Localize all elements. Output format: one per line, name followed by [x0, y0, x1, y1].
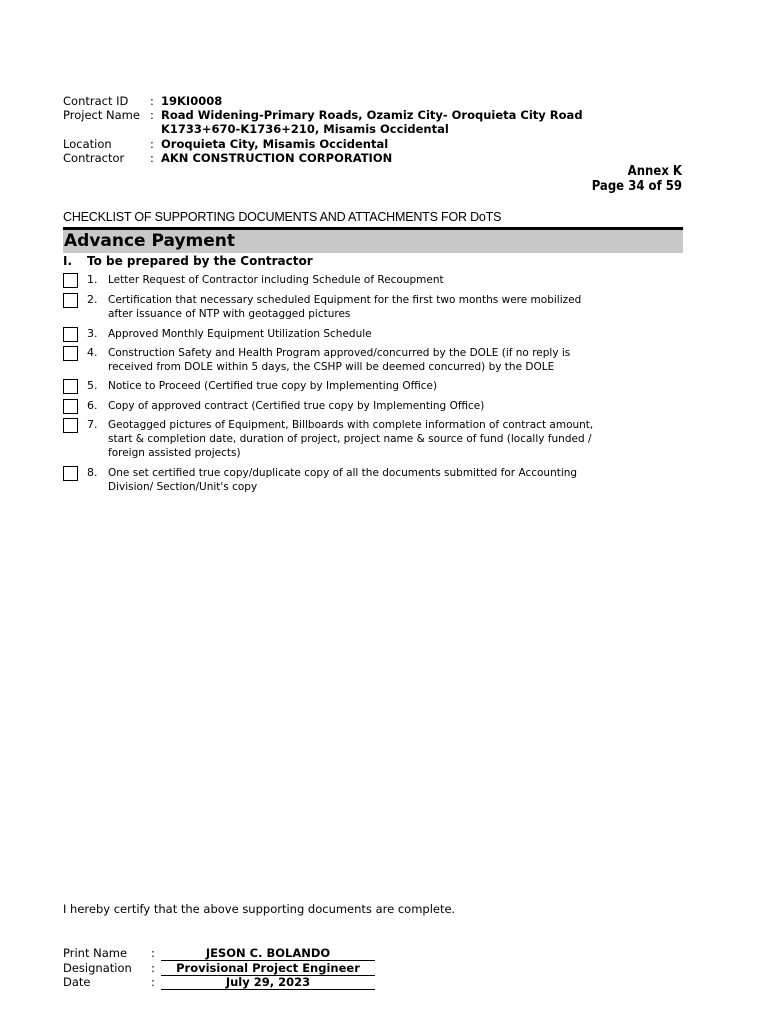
checkbox[interactable] — [63, 293, 78, 308]
item-text: Approved Monthly Equipment Utilization Schedule — [108, 328, 372, 340]
checklist-title: CHECKLIST OF SUPPORTING DOCUMENTS AND ATTACHMENTS FOR DoTS — [63, 210, 502, 224]
checkbox[interactable] — [63, 399, 78, 414]
item-number: 4. — [87, 346, 98, 359]
item-number: 3. — [87, 327, 98, 340]
designation-value: Provisional Project Engineer — [161, 961, 375, 976]
checkbox[interactable] — [63, 273, 78, 288]
item-number: 8. — [87, 466, 98, 479]
subsection-title: To be prepared by the Contractor — [87, 254, 313, 268]
colon: : — [150, 108, 154, 122]
item-number: 7. — [87, 418, 98, 431]
annex-title: Annex K — [627, 164, 682, 179]
checkbox[interactable] — [63, 379, 78, 394]
print-name-value: JESON C. BOLANDO — [161, 946, 375, 961]
location-value: Oroquieta City, Misamis Occidental — [161, 137, 389, 151]
checkbox[interactable] — [63, 418, 78, 433]
colon: : — [150, 137, 154, 151]
project-name-value-line2: K1733+670-K1736+210, Misamis Occidental — [161, 122, 449, 136]
print-name-label: Print Name — [63, 946, 128, 960]
project-name-value: Road Widening-Primary Roads, Ozamiz City- Oroquieta City Road — [161, 108, 583, 122]
section-header — [63, 227, 683, 253]
certification-statement: I hereby certify that the above supporting documents are complete. — [63, 902, 456, 916]
item-text: Certification that necessary scheduled Equipment for the first two months were mobilized after issuance of NTP with geotagged pictures — [108, 294, 582, 320]
page-number: Page 34 of 59 — [591, 179, 682, 194]
contract-id-value: 19KI0008 — [161, 94, 223, 108]
project-name-label: Project Name — [63, 108, 140, 122]
item-text: One set certified true copy/duplicate copy of all the documents submitted for Accounting Division/ Section/Unit's copy — [108, 467, 578, 493]
colon: : — [150, 151, 154, 165]
item-number: 6. — [87, 399, 98, 412]
date-label: Date — [63, 975, 91, 989]
item-text: Copy of approved contract (Certified true copy by Implementing Office) — [108, 400, 485, 412]
contractor-label: Contractor — [63, 151, 125, 165]
location-label: Location — [63, 137, 112, 151]
designation-label: Designation — [63, 961, 132, 975]
checkbox[interactable] — [63, 466, 78, 481]
contractor-value: AKN CONSTRUCTION CORPORATION — [161, 151, 393, 165]
date-value: July 29, 2023 — [161, 975, 375, 990]
checkbox[interactable] — [63, 346, 78, 361]
contract-id-label: Contract ID — [63, 94, 129, 108]
item-number: 2. — [87, 293, 98, 306]
item-text: Construction Safety and Health Program approved/concurred by the DOLE (if no reply is received from DOLE within 5 days, the CSHP will be deemed concurred) by the DOLE — [108, 347, 571, 373]
annex-info — [592, 164, 682, 194]
item-text: Notice to Proceed (Certified true copy by Implementing Office) — [108, 380, 438, 392]
item-text: Geotagged pictures of Equipment, Billboards with complete information of contract amount, start & completion date, duration of project, project name & source of fund (locally funded / foreign assisted projects) — [108, 419, 594, 459]
colon: : — [150, 94, 154, 108]
item-number: 1. — [87, 273, 98, 286]
item-text: Letter Request of Contractor including Schedule of Recoupment — [108, 274, 444, 286]
section-title: Advance Payment — [64, 231, 236, 251]
colon: : — [151, 961, 155, 975]
subsection-number: I. — [63, 254, 73, 268]
colon: : — [151, 975, 155, 989]
checkbox[interactable] — [63, 327, 78, 342]
item-number: 5. — [87, 379, 98, 392]
colon: : — [151, 946, 155, 960]
